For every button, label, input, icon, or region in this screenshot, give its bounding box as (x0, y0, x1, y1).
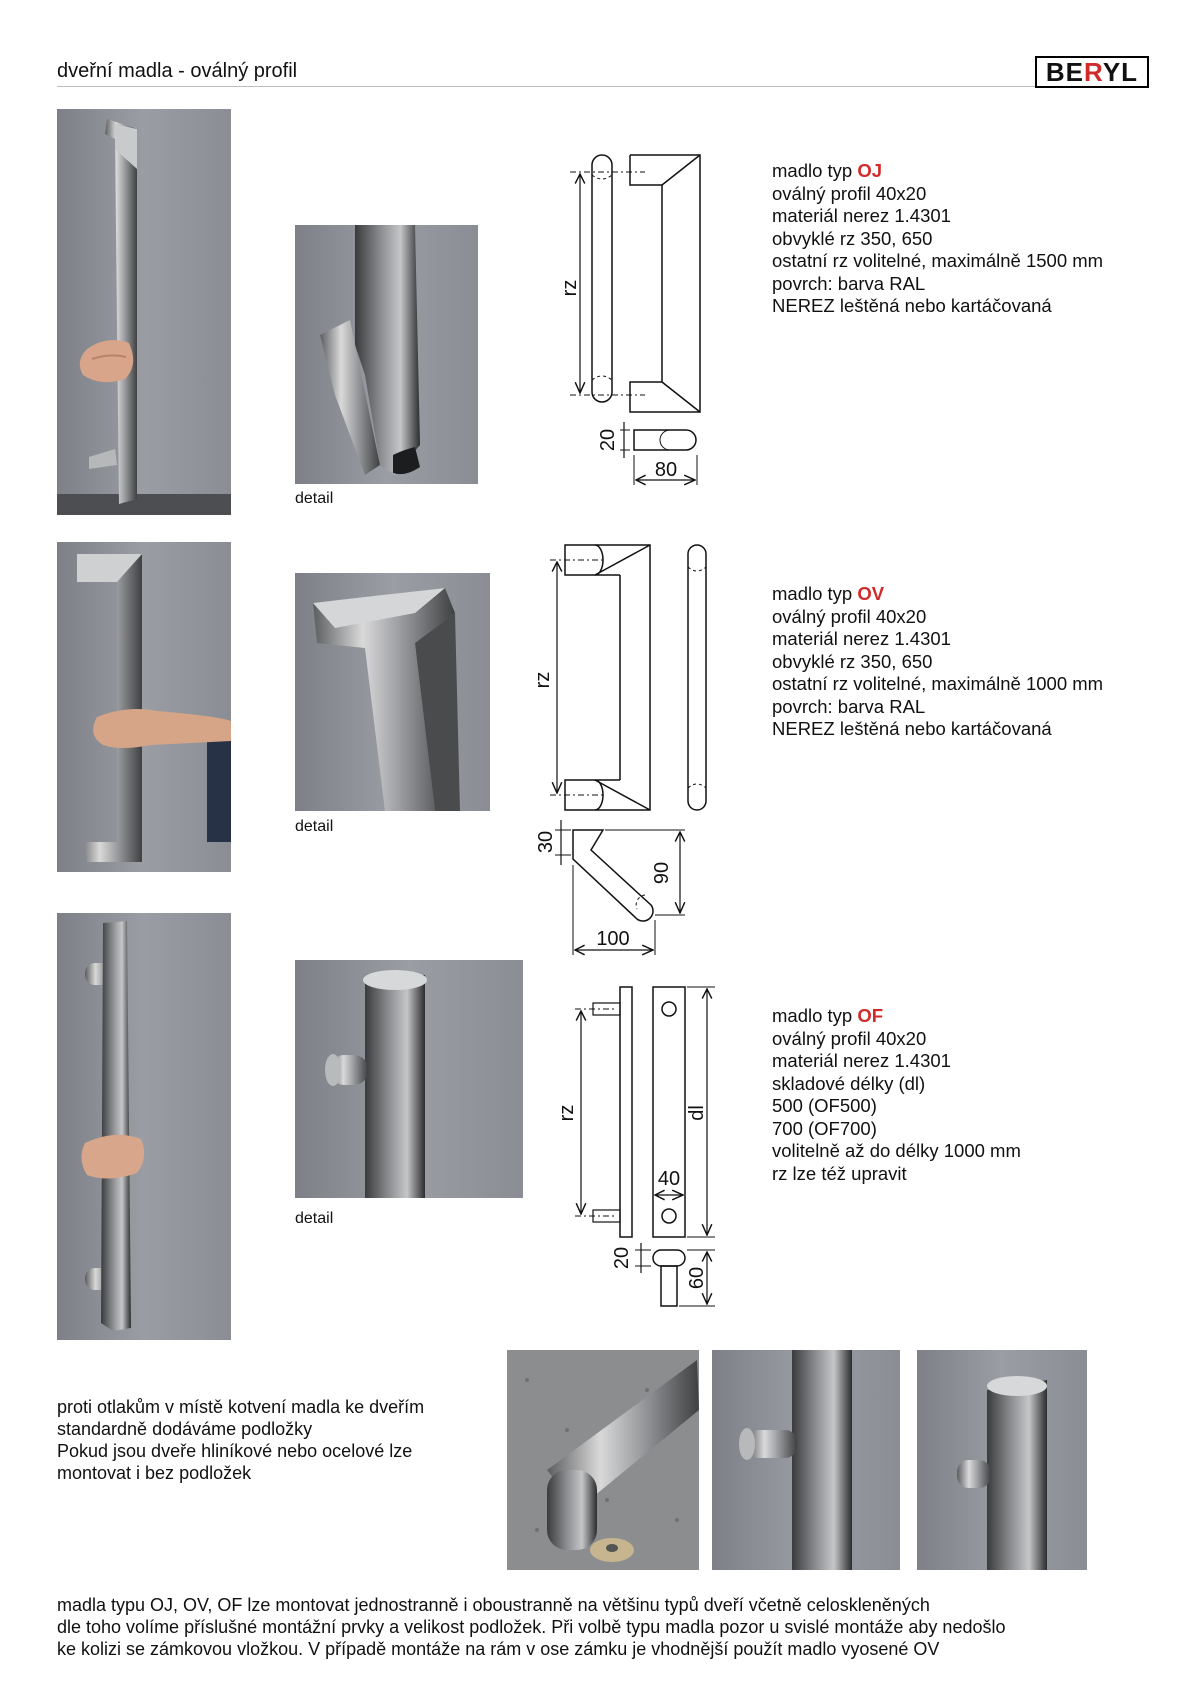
brand-logo: BERYL (1035, 56, 1149, 88)
spec-line: obvyklé rz 350, 650 (772, 227, 933, 249)
spec-line: materiál nerez 1.4301 (772, 628, 951, 649)
photo-of-detail (295, 960, 523, 1198)
spec-line: ostatní rz volitelné, maximálně 1500 mm (772, 250, 1104, 271)
pads-note-line: Pokud jsou dveře hliníkové nebo ocelové lze (57, 1441, 413, 1461)
spec-ov-title: madlo typ OV (772, 583, 885, 604)
photo-of-full (57, 913, 231, 1340)
page-title: dveřní madla - oválný profil (57, 60, 298, 82)
detail-caption-ov: detail (295, 818, 334, 835)
detail-caption-oj: detail (295, 490, 334, 507)
spec-line: ostatní rz volitelné, maximálně 1000 mm (772, 673, 1104, 694)
spec-line: povrch: barva RAL (772, 272, 926, 294)
spec-line: NEREZ leštěná nebo kartáčovaná (772, 295, 1052, 316)
spec-line: 500 (OF500) (772, 1095, 877, 1116)
spec-line: materiál nerez 1.4301 (772, 1050, 951, 1071)
spec-line: 700 (OF700) (772, 1117, 877, 1139)
dim-30-ov: 30 (535, 830, 557, 854)
photo-ov-detail (295, 573, 490, 811)
photo-ov-full (57, 542, 231, 872)
pads-note-line: montovat i bez podložek (57, 1463, 252, 1483)
dim-dl-of: dl (686, 1105, 708, 1121)
header-divider (57, 86, 1146, 87)
spec-line: oválný profil 40x20 (772, 1027, 927, 1049)
dim-100-ov: 100 (596, 928, 630, 950)
footer-line: ke kolizi se zámkovou vložkou. V případě montáže na rám v ose zámku je vhodnější použít madlo vyosené OV (57, 1639, 940, 1659)
spec-line: obvyklé rz 350, 650 (772, 650, 933, 672)
spec-line: oválný profil 40x20 (772, 605, 927, 627)
dim-90-ov: 90 (651, 861, 673, 885)
spec-ov (772, 583, 1103, 741)
dim-40-of: 40 (657, 1168, 681, 1190)
spec-line: materiál nerez 1.4301 (772, 205, 951, 226)
dim-20-oj: 20 (597, 428, 619, 452)
drawing-ov (532, 545, 725, 955)
spec-of (772, 1005, 1021, 1185)
pads-note-line: proti otlakům v místě kotvení madla ke dveřím (57, 1397, 425, 1417)
spec-line: povrch: barva RAL (772, 695, 926, 717)
drawing-of (555, 985, 730, 1320)
dim-20-of: 20 (611, 1246, 633, 1270)
dim-80-oj: 80 (654, 459, 678, 481)
spec-line: volitelně až do délky 1000 mm (772, 1140, 1021, 1161)
dim-rz-oj: rz (559, 279, 581, 297)
spec-oj-title: madlo typ OJ (772, 160, 883, 181)
pads-note-line: standardně dodáváme podložky (57, 1419, 313, 1439)
pads-note (57, 1396, 424, 1484)
photo-pads-3 (917, 1350, 1087, 1570)
spec-oj (772, 160, 1103, 318)
footer-line: dle toho volíme příslušné montážní prvky a velikost podložek. Při volbě typu madla pozor u svislé montáže aby nedošlo (57, 1617, 1006, 1637)
spec-of-title: madlo typ OF (772, 1005, 884, 1026)
drawing-oj (550, 140, 720, 500)
spec-line: oválný profil 40x20 (772, 182, 927, 204)
spec-line: rz lze též upravit (772, 1162, 907, 1184)
spec-line: skladové délky (dl) (772, 1072, 926, 1094)
photo-pads-1 (507, 1350, 699, 1570)
dim-60-of: 60 (686, 1266, 708, 1290)
footer-text (57, 1594, 1006, 1660)
detail-caption-of: detail (295, 1210, 334, 1227)
photo-pads-2 (712, 1350, 900, 1570)
photo-oj-full (57, 109, 231, 515)
dim-rz-of: rz (556, 1104, 578, 1122)
spec-line: NEREZ leštěná nebo kartáčovaná (772, 718, 1052, 739)
dim-rz-ov: rz (532, 671, 554, 689)
photo-oj-detail (295, 225, 478, 484)
footer-line: madla typu OJ, OV, OF lze montovat jednostranně i oboustranně na většinu typů dveří včetně celoskleněných (57, 1595, 930, 1615)
